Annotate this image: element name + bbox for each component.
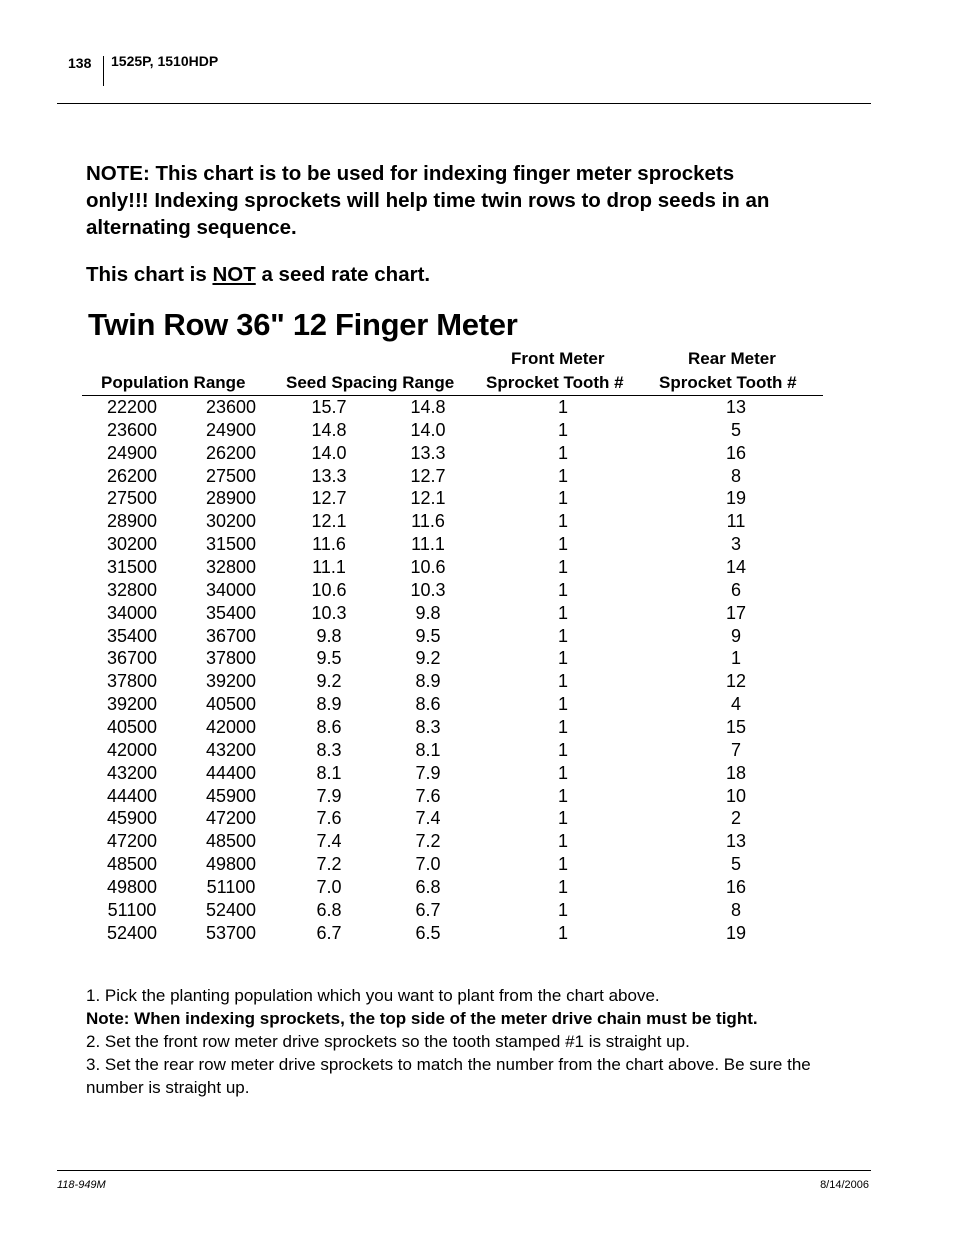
spacing-min-cell: 7.9: [415, 762, 441, 783]
spacing-max-cell: 6.8: [316, 899, 342, 920]
population-max-cell: 47200: [205, 808, 257, 829]
front-tooth-cell: 1: [557, 648, 569, 669]
spacing-max-cell: 13.3: [311, 465, 347, 486]
header-rear-sprocket-tooth: Sprocket Tooth #: [659, 373, 797, 392]
spacing-min-cell: 14.8: [410, 397, 446, 417]
table-row: [0, 647, 954, 670]
population-min-cell: 52400: [106, 922, 158, 943]
rear-tooth-cell: 10: [725, 785, 747, 806]
table-row: [0, 510, 954, 533]
rear-tooth-cell: 5: [730, 419, 742, 440]
table-row: [0, 830, 954, 853]
note-not-underlined: NOT: [212, 263, 256, 286]
rear-tooth-cell: 12: [725, 671, 747, 692]
front-tooth-cell: 1: [557, 717, 569, 738]
population-min-cell: 49800: [106, 877, 158, 898]
spacing-min-cell: 11.1: [411, 534, 445, 555]
population-max-cell: 52400: [205, 899, 257, 920]
population-min-cell: 27500: [106, 488, 158, 509]
spacing-min-cell: 6.5: [415, 922, 441, 943]
front-tooth-cell: 1: [557, 419, 569, 440]
spacing-max-cell: 15.7: [311, 397, 347, 417]
spacing-min-cell: 7.6: [415, 785, 441, 806]
table-row: [0, 739, 954, 762]
population-min-cell: 48500: [106, 854, 158, 875]
population-max-cell: 40500: [205, 694, 257, 715]
population-min-cell: 26200: [106, 465, 158, 486]
population-min-cell: 30200: [106, 534, 158, 555]
spacing-min-cell: 7.0: [415, 854, 441, 875]
population-min-cell: 51100: [107, 899, 157, 920]
table-title: Twin Row 36" 12 Finger Meter: [88, 307, 518, 342]
table-row: [0, 785, 954, 808]
spacing-max-cell: 7.2: [316, 854, 342, 875]
spacing-min-cell: 6.7: [415, 899, 441, 920]
spacing-max-cell: 14.8: [311, 419, 347, 440]
population-max-cell: 35400: [205, 602, 257, 623]
spacing-min-cell: 8.9: [415, 671, 441, 692]
front-tooth-cell: 1: [557, 922, 569, 943]
population-min-cell: 36700: [106, 648, 158, 669]
population-max-cell: 44400: [205, 762, 257, 783]
spacing-max-cell: 9.5: [316, 648, 342, 669]
front-tooth-cell: 1: [557, 579, 569, 600]
spacing-max-cell: 10.6: [311, 579, 347, 600]
rear-tooth-cell: 8: [730, 899, 742, 920]
header-seed-spacing-range: Seed Spacing Range: [286, 373, 455, 392]
model-name: 1525P, 1510HDP: [111, 53, 219, 69]
front-tooth-cell: 1: [557, 397, 569, 417]
front-tooth-cell: 1: [557, 557, 569, 578]
table-row: [0, 579, 954, 602]
rear-tooth-cell: 14: [725, 557, 747, 578]
spacing-min-cell: 8.1: [415, 739, 441, 760]
front-tooth-cell: 1: [557, 854, 569, 875]
population-max-cell: 28900: [205, 488, 257, 509]
table-body: [0, 396, 954, 945]
population-max-cell: 23600: [205, 397, 257, 417]
spacing-max-cell: 7.9: [316, 785, 342, 806]
front-tooth-cell: 1: [557, 899, 569, 920]
rear-tooth-cell: 16: [725, 877, 747, 898]
table-row: [0, 716, 954, 739]
front-tooth-cell: 1: [557, 625, 569, 646]
front-tooth-cell: 1: [557, 808, 569, 829]
population-min-cell: 47200: [106, 831, 158, 852]
table-row: [0, 602, 954, 625]
table-row: [0, 556, 954, 579]
front-tooth-cell: 1: [557, 534, 569, 555]
spacing-max-cell: 9.8: [316, 625, 342, 646]
spacing-max-cell: 8.3: [316, 739, 342, 760]
population-max-cell: 24900: [205, 419, 257, 440]
population-max-cell: 39200: [205, 671, 257, 692]
front-tooth-cell: 1: [557, 442, 569, 463]
rear-tooth-cell: 17: [725, 602, 747, 623]
spacing-max-cell: 14.0: [311, 442, 347, 463]
population-max-cell: 45900: [205, 785, 257, 806]
rear-tooth-cell: 3: [730, 534, 742, 555]
population-max-cell: 51100: [206, 877, 256, 898]
front-tooth-cell: 1: [557, 762, 569, 783]
spacing-min-cell: 10.3: [410, 579, 446, 600]
instruction-step-3: 3. Set the rear row meter drive sprockets to match the number from the chart above. Be sure the number is straight up.: [86, 1055, 811, 1097]
population-min-cell: 35400: [106, 625, 158, 646]
population-max-cell: 27500: [205, 465, 257, 486]
population-min-cell: 39200: [106, 694, 158, 715]
front-tooth-cell: 1: [557, 511, 569, 532]
spacing-max-cell: 7.6: [316, 808, 342, 829]
spacing-min-cell: 10.6: [410, 557, 446, 578]
population-min-cell: 23600: [106, 419, 158, 440]
header-front-sprocket-tooth: Sprocket Tooth #: [486, 373, 624, 392]
rear-tooth-cell: 7: [730, 739, 742, 760]
note-line2-end: a seed rate chart.: [255, 263, 431, 286]
spacing-max-cell: 11.1: [312, 557, 346, 578]
note-line2-start: This chart is: [86, 263, 213, 286]
rear-tooth-cell: 4: [730, 694, 742, 715]
rear-tooth-cell: 19: [725, 488, 747, 509]
spacing-min-cell: 13.3: [410, 442, 446, 463]
spacing-min-cell: 12.1: [410, 488, 446, 509]
spacing-min-cell: 14.0: [410, 419, 446, 440]
table-row: [0, 876, 954, 899]
spacing-max-cell: 6.7: [316, 922, 342, 943]
population-min-cell: 42000: [106, 739, 158, 760]
population-min-cell: 28900: [106, 511, 158, 532]
population-max-cell: 31500: [205, 534, 257, 555]
header-population-range: Population Range: [101, 373, 246, 392]
header-front-meter: Front Meter: [511, 349, 605, 368]
spacing-max-cell: 8.1: [316, 762, 342, 783]
table-row: [0, 853, 954, 876]
table-row: [0, 922, 954, 945]
spacing-max-cell: 8.6: [316, 717, 342, 738]
front-tooth-cell: 1: [557, 877, 569, 898]
population-min-cell: 31500: [106, 557, 158, 578]
table-row: [0, 762, 954, 785]
spacing-min-cell: 11.6: [411, 511, 445, 532]
page-number: 138: [68, 55, 92, 71]
document-date: 8/14/2006: [820, 1179, 869, 1191]
instruction-step-1: 1. Pick the planting population which you want to plant from the chart above.: [86, 986, 660, 1005]
rear-tooth-cell: 6: [730, 579, 742, 600]
instructions: [86, 984, 846, 1099]
population-min-cell: 34000: [106, 602, 158, 623]
table-row: [0, 442, 954, 465]
population-max-cell: 48500: [205, 831, 257, 852]
rear-tooth-cell: 13: [725, 831, 747, 852]
rear-tooth-cell: 1: [730, 648, 742, 669]
population-max-cell: 42000: [205, 717, 257, 738]
rear-tooth-cell: 18: [725, 762, 747, 783]
front-tooth-cell: 1: [557, 671, 569, 692]
table-row: [0, 625, 954, 648]
note-text: NOTE: This chart is to be used for indexing finger meter sprockets only!!! Indexing sprockets will help time twin rows to drop seeds in an alternating sequence.: [86, 162, 770, 239]
rear-tooth-cell: 9: [730, 625, 742, 646]
spacing-min-cell: 7.2: [415, 831, 441, 852]
front-tooth-cell: 1: [557, 694, 569, 715]
spacing-min-cell: 12.7: [410, 465, 446, 486]
top-rule: [57, 103, 871, 104]
population-max-cell: 53700: [205, 922, 257, 943]
rear-tooth-cell: 8: [730, 465, 742, 486]
not-seed-rate-note: [86, 261, 430, 288]
table-row: [0, 670, 954, 693]
table-row: [0, 396, 954, 419]
bottom-rule: [57, 1170, 871, 1171]
front-tooth-cell: 1: [557, 465, 569, 486]
rear-tooth-cell: 19: [725, 922, 747, 943]
population-min-cell: 32800: [106, 579, 158, 600]
spacing-min-cell: 8.6: [415, 694, 441, 715]
header-divider: [103, 56, 104, 86]
instruction-bold-note: Note: When indexing sprockets, the top side of the meter drive chain must be tight.: [86, 1009, 758, 1028]
rear-tooth-cell: 5: [730, 854, 742, 875]
header-rear-meter: Rear Meter: [688, 349, 776, 368]
table-row: [0, 693, 954, 716]
table-row: [0, 807, 954, 830]
population-max-cell: 32800: [205, 557, 257, 578]
spacing-min-cell: 8.3: [415, 717, 441, 738]
table-row: [0, 465, 954, 488]
table-row: [0, 487, 954, 510]
spacing-min-cell: 7.4: [415, 808, 441, 829]
front-tooth-cell: 1: [557, 831, 569, 852]
document-number: 118-949M: [57, 1179, 106, 1191]
rear-tooth-cell: 15: [725, 717, 747, 738]
population-max-cell: 30200: [205, 511, 257, 532]
front-tooth-cell: 1: [557, 785, 569, 806]
population-max-cell: 34000: [205, 579, 257, 600]
front-tooth-cell: 1: [557, 602, 569, 623]
population-max-cell: 37800: [205, 648, 257, 669]
population-min-cell: 22200: [106, 397, 158, 417]
population-min-cell: 24900: [106, 442, 158, 463]
spacing-min-cell: 9.2: [415, 648, 441, 669]
table-row: [0, 533, 954, 556]
spacing-max-cell: 12.1: [311, 511, 347, 532]
population-max-cell: 26200: [205, 442, 257, 463]
spacing-max-cell: 9.2: [316, 671, 342, 692]
rear-tooth-cell: 13: [725, 397, 747, 417]
rear-tooth-cell: 16: [725, 442, 747, 463]
spacing-max-cell: 7.0: [316, 877, 342, 898]
population-max-cell: 43200: [205, 739, 257, 760]
table-row: [0, 899, 954, 922]
rear-tooth-cell: 2: [730, 808, 742, 829]
spacing-max-cell: 12.7: [311, 488, 347, 509]
spacing-max-cell: 11.6: [312, 534, 346, 555]
population-max-cell: 49800: [205, 854, 257, 875]
spacing-min-cell: 9.8: [415, 602, 441, 623]
spacing-max-cell: 8.9: [316, 694, 342, 715]
population-min-cell: 45900: [106, 808, 158, 829]
front-tooth-cell: 1: [557, 739, 569, 760]
table-row: [0, 419, 954, 442]
spacing-min-cell: 9.5: [415, 625, 441, 646]
population-min-cell: 37800: [106, 671, 158, 692]
instruction-step-2: 2. Set the front row meter drive sprockets so the tooth stamped #1 is straight up.: [86, 1032, 690, 1051]
spacing-min-cell: 6.8: [415, 877, 441, 898]
spacing-max-cell: 7.4: [316, 831, 342, 852]
population-min-cell: 40500: [106, 717, 158, 738]
front-tooth-cell: 1: [557, 488, 569, 509]
spacing-max-cell: 10.3: [311, 602, 347, 623]
rear-tooth-cell: 11: [726, 511, 746, 532]
population-max-cell: 36700: [205, 625, 257, 646]
population-min-cell: 43200: [106, 762, 158, 783]
population-min-cell: 44400: [106, 785, 158, 806]
